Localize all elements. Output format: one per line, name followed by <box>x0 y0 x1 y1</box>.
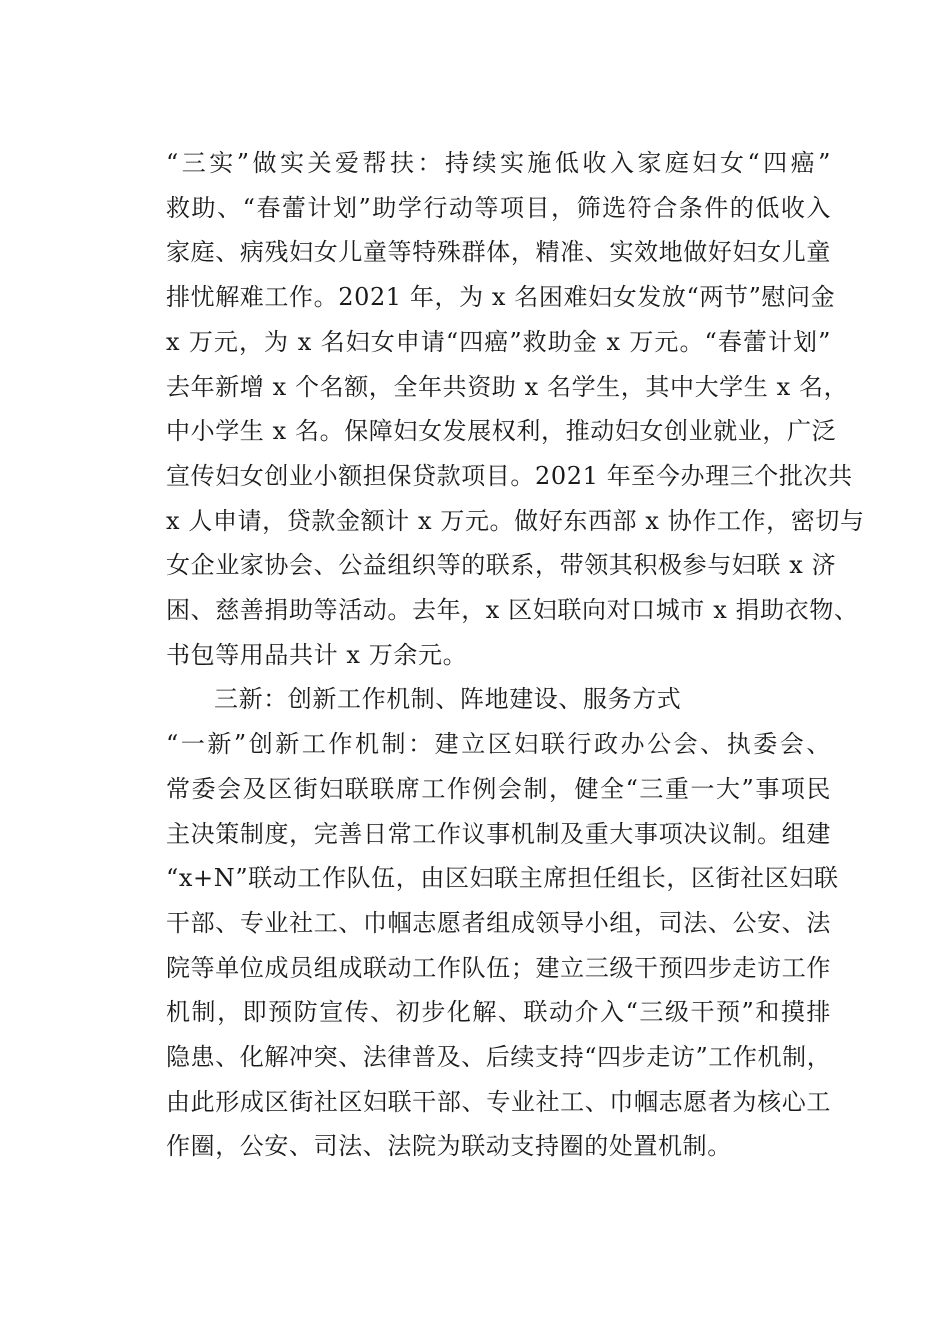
text-line: 由此形成区街社区妇联干部、专业社工、巾帼志愿者为核心工 <box>166 1087 831 1116</box>
text-line: 救助、“春蕾计划”助学行动等项目，筛选符合条件的低收入 <box>166 193 831 222</box>
paragraph-yixin <box>118 722 839 1169</box>
paragraph-sanshi <box>118 141 865 677</box>
text-line: “一新”创新工作机制：建立区妇联行政办公会、执委会、 <box>166 730 831 759</box>
text-line: 去年新增 x 个名额，全年共资助 x 名学生，其中大学生 x 名， <box>166 372 849 401</box>
text-line: 书包等用品共计 x 万余元。 <box>166 640 468 669</box>
text-line: 常委会及区街妇联联席工作例会制，健全“三重一大”事项民 <box>166 774 831 803</box>
text-line: 作圈，公安、司法、法院为联动支持圈的处置机制。 <box>166 1132 732 1161</box>
text-line: 中小学生 x 名。保障妇女发展权利，推动妇女创业就业，广泛 <box>166 417 837 446</box>
text-line: “x+N”联动工作队伍，由区妇联主席担任组长，区街社区妇联 <box>166 864 839 893</box>
text-line: 家庭、病残妇女儿童等特殊群体，精准、实效地做好妇女儿童 <box>166 238 831 267</box>
section-heading <box>118 677 831 722</box>
text-line: 机制，即预防宣传、初步化解、联动介入“三级干预”和摸排 <box>166 998 831 1027</box>
text-line: 干部、专业社工、巾帼志愿者组成领导小组，司法、公安、法 <box>166 908 831 937</box>
text-line: 隐患、化解冲突、法律普及、后续支持“四步走访”工作机制， <box>166 1043 832 1072</box>
heading-text: 三新：创新工作机制、阵地建设、服务方式 <box>214 685 682 714</box>
text-line: 院等单位成员组成联动工作队伍；建立三级干预四步走访工作 <box>166 953 831 982</box>
text-line: 困、慈善捐助等活动。去年，x 区妇联向对口城市 x 捐助衣物、 <box>166 596 859 625</box>
document-body <box>118 141 865 1169</box>
text-line: x 人申请，贷款金额计 x 万元。做好东西部 x 协作工作，密切与 <box>166 506 865 535</box>
text-line: 排忧解难工作。2021 年，为 x 名困难妇女发放“两节”慰问金 <box>166 283 836 312</box>
text-line: x 万元，为 x 名妇女申请“四癌”救助金 x 万元。“春蕾计划” <box>166 327 831 356</box>
text-line: 女企业家协会、公益组织等的联系，带领其积极参与妇联 x 济 <box>166 551 837 580</box>
text-line: 主决策制度，完善日常工作议事机制及重大事项决议制。组建 <box>166 819 831 848</box>
text-line: “三实”做实关爱帮扶：持续实施低收入家庭妇女“四癌” <box>166 149 831 177</box>
text-line: 宣传妇女创业小额担保贷款项目。2021 年至今办理三个批次共 <box>166 461 853 490</box>
